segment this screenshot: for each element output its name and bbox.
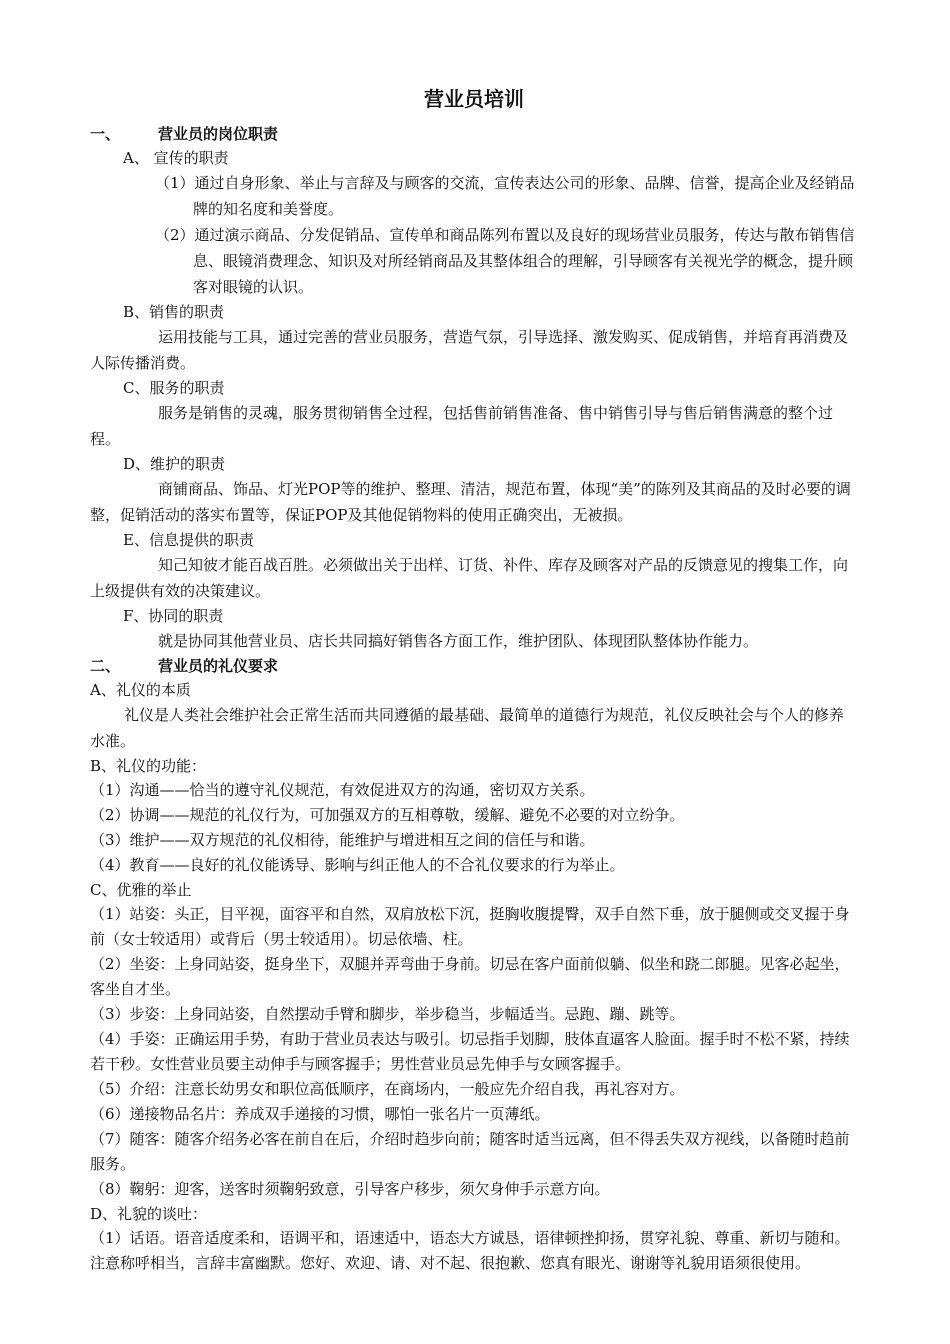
etiquette-b-item: （2）协调——规范的礼仪行为，可加强双方的互相尊敬，缓解、避免不必要的对立纷争。 <box>90 806 685 824</box>
etiquette-b-item: （4）教育——良好的礼仪能诱导、影响与纠正他人的不合礼仪要求的行为举止。 <box>90 856 625 874</box>
duty-f-heading: F、协同的职责 <box>123 607 224 625</box>
duty-a-item-2: （2）通过演示商品、分发促销品、宣传单和商品陈列布置以及良好的现场营业员服务，传达与散布销售信息、眼镜消费理念、知识及对所经销商品及其整体组合的理解，引导顾客有关视光学的概念，提升顾客对眼镜的认识。 <box>155 226 855 296</box>
duty-e-heading: E、信息提供的职责 <box>123 531 254 549</box>
document-page <box>90 84 858 1276</box>
etiquette-c-item: （7）随客：随客介绍务必客在前自在后，介绍时趋步向前；随客时适当远离，但不得丢失双方视线，以备随时趋前服务。 <box>90 1130 850 1173</box>
duty-a-heading: A、 宣传的职责 <box>123 149 229 167</box>
section-1-number: 一、 <box>90 125 121 143</box>
duty-b-heading: B、销售的职责 <box>123 303 225 321</box>
etiquette-c-item: （4）手姿：正确运用手势，有助于营业员表达与吸引。切忌指手划脚，肢体直逼客人脸面。握手时不松不紧，持续若干秒。女性营业员要主动伸手与顾客握手；男性营业员忌先伸手与女顾客握手。 <box>90 1030 850 1073</box>
etiquette-b-heading: B、礼仪的功能： <box>90 757 207 775</box>
section-2-number: 二、 <box>90 657 121 675</box>
duty-f-paragraph: 就是协同其他营业员、店长共同搞好销售各方面工作，维护团队、体现团队整体协作能力。 <box>158 632 759 650</box>
duty-e-paragraph: 知己知彼才能百战百胜。必须做出关于出样、订货、补件、库存及顾客对产品的反馈意见的搜集工作，向上级提供有效的决策建议。 <box>90 556 849 600</box>
section-1-heading <box>90 122 858 146</box>
etiquette-c-heading: C、优雅的举止 <box>90 881 192 899</box>
section-1-title: 营业员的岗位职责 <box>158 125 279 143</box>
section-2-title: 营业员的礼仪要求 <box>158 657 279 675</box>
etiquette-b-item: （1）沟通——恰当的遵守礼仪规范，有效促进双方的沟通，密切双方关系。 <box>90 781 595 799</box>
etiquette-c-item: （6）递接物品名片：养成双手递接的习惯，哪怕一张名片一页薄纸。 <box>90 1105 550 1123</box>
duty-c-paragraph: 服务是销售的灵魂，服务贯彻销售全过程，包括售前销售准备、售中销售引导与售后销售满意的整个过程。 <box>90 404 834 448</box>
etiquette-c-item: （8）鞠躬：迎客，送客时须鞠躬致意，引导客户移步，须欠身伸手示意方向。 <box>90 1180 610 1198</box>
section-2-heading <box>90 654 858 678</box>
etiquette-c-item: （5）介绍：注意长幼男女和职位高低顺序，在商场内，一般应先介绍自我，再礼容对方。 <box>90 1080 685 1098</box>
etiquette-b-item: （3）维护——双方规范的礼仪相待，能维护与增进相互之间的信任与和谐。 <box>90 831 595 849</box>
duty-c-heading: C、服务的职责 <box>123 379 225 397</box>
etiquette-a-paragraph: 礼仪是人类社会维护社会正常生活而共同遵循的最基础、最简单的道德行为规范，礼仪反映社会与个人的修养水准。 <box>90 706 845 750</box>
etiquette-c-item: （2）坐姿：上身同站姿，挺身坐下，双腿并弄弯曲于身前。切忌在客户面前似躺、似坐和跷二郎腿。见客必起坐，客坐自才坐。 <box>90 955 850 998</box>
etiquette-d-item: （1）话语。语音适度柔和，语调平和，语速适中，语态大方诚恳，语律顿挫抑扬，贯穿礼貌、尊重、新切与随和。注意称呼相当，言辞丰富幽默。您好、欢迎、请、对不起、很抱歉、您真有眼光、谢谢等礼貌用语须很使用。 <box>90 1229 850 1272</box>
etiquette-d-heading: D、礼貌的谈吐： <box>90 1205 208 1223</box>
duty-a-item-1: （1）通过自身形象、举止与言辞及与顾客的交流，宣传表达公司的形象、品牌、信誉，提高企业及经销品牌的知名度和美誉度。 <box>155 174 855 218</box>
etiquette-c-item: （1）站姿：头正，目平视，面容平和自然，双肩放松下沉，挺胸收腹提臀，双手自然下垂，放于腿侧或交叉握于身前（女士较适用）或背后（男士较适用）。切忌依墙、柱。 <box>90 905 850 948</box>
etiquette-a-heading: A、礼仪的本质 <box>90 681 191 699</box>
etiquette-c-item: （3）步姿：上身同站姿，自然摆动手臂和脚步，举步稳当，步幅适当。忌跑、蹦、跳等。 <box>90 1005 685 1023</box>
duty-d-paragraph: 商铺商品、饰品、灯光POP等的维护、整理、清洁，规范布置，体现“美”的陈列及其商品的及时必要的调整，促销活动的落实布置等，保证POP及其他促销物料的使用正确突出，无被损。 <box>90 480 851 524</box>
duty-b-paragraph: 运用技能与工具，通过完善的营业员服务，营造气氛，引导选择、激发购买、促成销售，并培育再消费及人际传播消费。 <box>90 328 849 372</box>
document-title: 营业员培训 <box>424 87 524 111</box>
duty-d-heading: D、维护的职责 <box>123 455 226 473</box>
